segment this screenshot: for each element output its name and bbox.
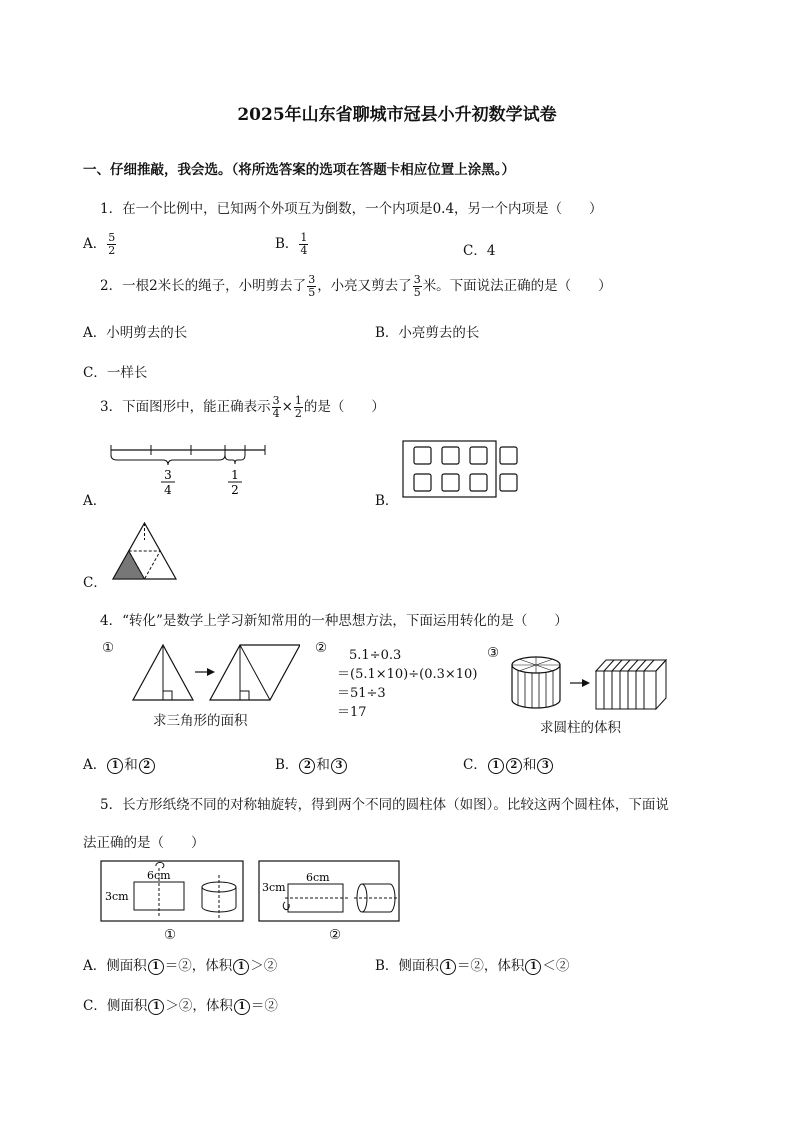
option-text: ＝②，体积 bbox=[164, 958, 233, 974]
connector: 和 bbox=[124, 757, 138, 773]
q5-figure-2-caption: ② bbox=[329, 927, 342, 943]
q2-fraction-1 bbox=[307, 274, 316, 299]
fraction-1-2-numerator: 1 bbox=[231, 468, 239, 482]
circled-number: 2 bbox=[506, 758, 522, 774]
option-text: A．侧面积 bbox=[83, 958, 147, 974]
q4-figure-2-marker: ② bbox=[315, 640, 328, 656]
q5-option-a bbox=[83, 954, 277, 975]
calc-line-3: ＝51÷3 bbox=[337, 686, 386, 701]
calc-line-2: ＝(5.1×10)÷(0.3×10) bbox=[337, 667, 478, 682]
q4-figure-1-triangle-to-parallelogram bbox=[125, 640, 300, 705]
frac-numerator: 5 bbox=[108, 231, 116, 244]
question-5-line-1: 5．长方形纸绕不同的对称轴旋转，得到两个不同的圆柱体（如图）。比较这两个圆柱体，下面说 bbox=[100, 797, 669, 813]
times-sign: × bbox=[281, 399, 293, 415]
q2-option-c: C．一样长 bbox=[83, 365, 148, 381]
q1-option-a-label: A． bbox=[83, 236, 107, 252]
q3-option-a-label: A． bbox=[83, 493, 107, 509]
frac-denominator: 2 bbox=[108, 244, 116, 257]
q3-option-a-figure bbox=[105, 440, 275, 505]
q2-option-a: A．小明剪去的长 bbox=[83, 325, 188, 341]
q4-figure-3-cylinder-to-cuboid bbox=[508, 655, 673, 713]
q2-fraction-2 bbox=[413, 274, 422, 299]
q4-figure-3-caption: 求圆柱的体积 bbox=[540, 720, 621, 736]
frac-numerator: 3 bbox=[272, 394, 280, 407]
fig2-height-label: 3cm bbox=[262, 881, 286, 894]
frac-numerator: 1 bbox=[300, 231, 308, 244]
q4-calculation bbox=[337, 646, 487, 722]
circled-number: 3 bbox=[331, 758, 347, 774]
connector: 和 bbox=[522, 757, 537, 773]
q3-text-part1: 3．下面图形中，能正确表示 bbox=[100, 399, 271, 415]
fig2-width-label: 6cm bbox=[306, 871, 330, 884]
option-label: B． bbox=[275, 757, 299, 773]
fraction-3-4-denominator: 4 bbox=[164, 483, 172, 497]
frac-denominator: 4 bbox=[300, 244, 308, 257]
q4-option-b bbox=[275, 753, 348, 774]
q5-figure-2 bbox=[258, 860, 400, 922]
option-text: ＝②，体积 bbox=[456, 958, 525, 974]
q4-figure-1-caption: 求三角形的面积 bbox=[153, 713, 248, 729]
frac-numerator: 3 bbox=[413, 273, 421, 286]
question-3-text bbox=[100, 395, 385, 420]
connector: 和 bbox=[316, 757, 330, 773]
q5-option-c bbox=[83, 994, 278, 1015]
page-title: 2025年山东省聊城市冠县小升初数学试卷 bbox=[237, 105, 557, 125]
q3-option-c-figure bbox=[110, 520, 180, 582]
question-5-line-2: 法正确的是（ ） bbox=[83, 835, 205, 851]
q1-option-b bbox=[275, 232, 309, 257]
q3-option-b-label: B． bbox=[375, 493, 399, 509]
option-text: ＜② bbox=[542, 958, 570, 974]
fraction-3-4-numerator: 3 bbox=[164, 468, 172, 482]
q2-option-b: B．小亮剪去的长 bbox=[375, 325, 480, 341]
frac-denominator: 4 bbox=[272, 407, 280, 420]
q3-option-b-figure bbox=[400, 438, 525, 500]
circled-number: 1 bbox=[233, 959, 249, 975]
section-heading: 一、仔细推敲，我会选。（将所选答案的选项在答题卡相应位置上涂黑。） bbox=[83, 162, 515, 178]
calc-line-4: ＝17 bbox=[337, 705, 367, 720]
q4-figure-3-marker: ③ bbox=[487, 645, 500, 661]
circled-number: 1 bbox=[488, 758, 504, 774]
circled-number: 2 bbox=[299, 758, 315, 774]
q4-option-a bbox=[83, 753, 156, 774]
option-text: ＞② bbox=[250, 958, 278, 974]
option-label: A． bbox=[83, 757, 107, 773]
q1-option-b-fraction bbox=[299, 232, 308, 257]
q1-option-a-fraction bbox=[107, 232, 116, 257]
question-1-text: 1．在一个比例中，已知两个外项互为倒数，一个内项是0.4，另一个内项是（ ） bbox=[100, 201, 603, 217]
q4-option-c bbox=[463, 753, 554, 774]
frac-denominator: 5 bbox=[308, 286, 316, 299]
q1-option-c-value: 4 bbox=[486, 243, 496, 259]
option-text: ＝② bbox=[250, 998, 278, 1014]
q5-figure-1-caption: ① bbox=[164, 927, 177, 943]
q2-text-part2: ，小亮又剪去了 bbox=[317, 278, 412, 294]
q3-fraction-1 bbox=[272, 395, 281, 420]
q5-figure-1 bbox=[100, 860, 245, 922]
frac-denominator: 2 bbox=[294, 407, 302, 420]
calc-line-1: 5.1÷0.3 bbox=[349, 648, 402, 663]
q1-option-c bbox=[463, 239, 495, 259]
frac-denominator: 5 bbox=[413, 286, 421, 299]
option-text: C．侧面积 bbox=[83, 998, 148, 1014]
question-4-text: 4．“转化”是数学上学习新知常用的一种思想方法，下面运用转化的是（ ） bbox=[100, 613, 568, 629]
frac-numerator: 3 bbox=[308, 273, 316, 286]
q1-option-a bbox=[83, 232, 117, 257]
fig1-width-label: 6cm bbox=[147, 869, 171, 882]
fraction-1-2-denominator: 2 bbox=[231, 483, 239, 497]
q3-option-c-label: C． bbox=[83, 575, 107, 591]
circled-number: 2 bbox=[139, 758, 155, 774]
option-text: B．侧面积 bbox=[375, 958, 439, 974]
circled-number: 3 bbox=[537, 758, 553, 774]
q1-option-c-label: C． bbox=[463, 243, 487, 259]
q4-figure-1-marker: ① bbox=[102, 640, 115, 656]
q5-option-b bbox=[375, 954, 569, 975]
option-text: ＞②，体积 bbox=[165, 998, 233, 1014]
frac-numerator: 1 bbox=[294, 394, 302, 407]
q1-option-b-label: B． bbox=[275, 236, 299, 252]
circled-number: 1 bbox=[148, 999, 164, 1015]
q2-text-part1: 2．一根2米长的绳子，小明剪去了 bbox=[100, 278, 307, 294]
circled-number: 1 bbox=[234, 999, 250, 1015]
question-2-text bbox=[100, 274, 612, 299]
circled-number: 1 bbox=[148, 959, 164, 975]
q3-fraction-2 bbox=[294, 395, 303, 420]
fig1-height-label: 3cm bbox=[105, 890, 129, 903]
q3-text-part2: 的是（ ） bbox=[303, 399, 385, 415]
circled-number: 1 bbox=[440, 959, 456, 975]
q2-text-part3: 米。下面说法正确的是（ ） bbox=[422, 278, 612, 294]
circled-number: 1 bbox=[107, 758, 123, 774]
circled-number: 1 bbox=[525, 959, 541, 975]
option-label: C． bbox=[463, 757, 487, 773]
